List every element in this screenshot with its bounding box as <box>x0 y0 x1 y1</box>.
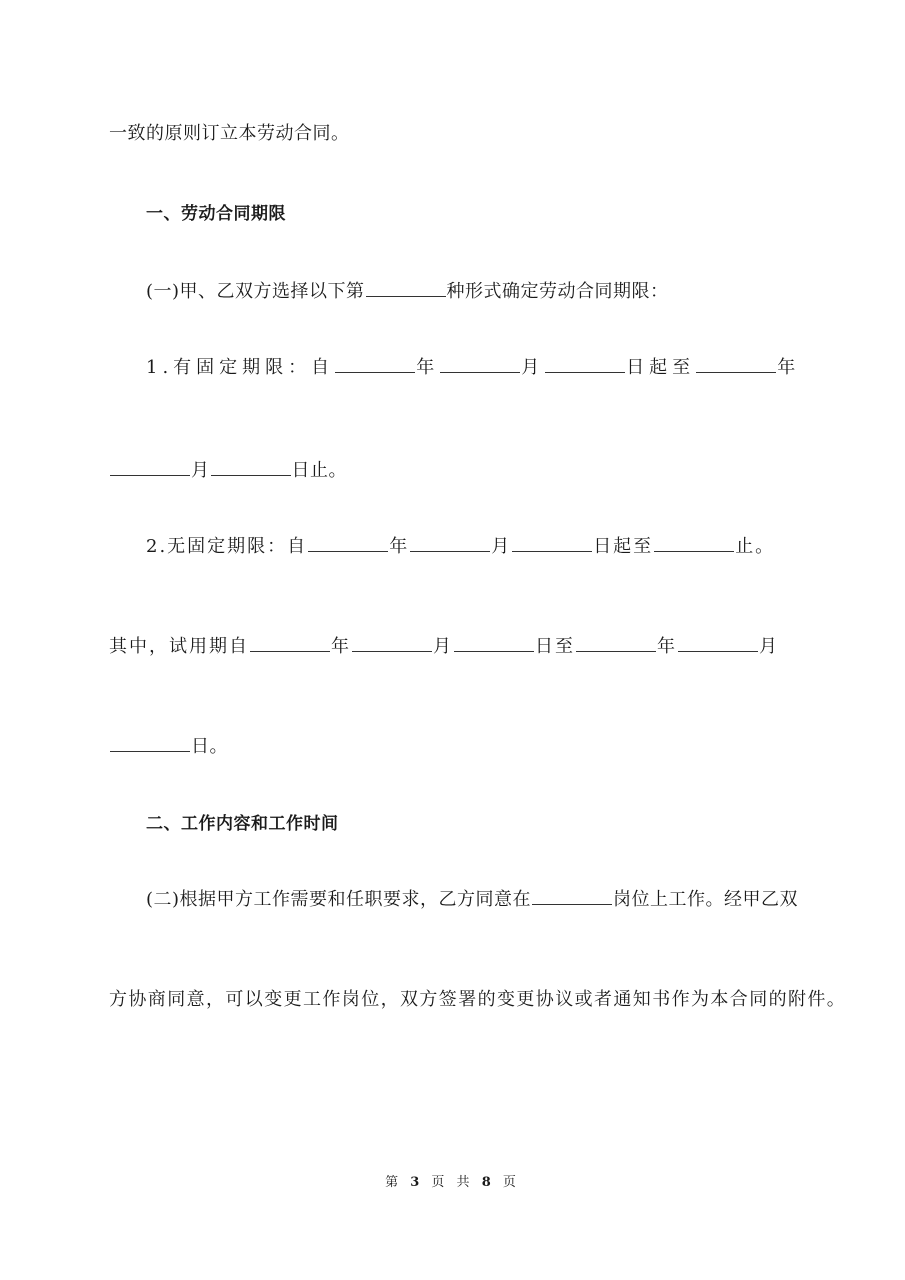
intro-text: 一致的原则订立本劳动合同。 <box>109 123 350 144</box>
clause2-prefix: (二)根据甲方工作需要和任职要求，乙方同意在 <box>146 889 532 910</box>
open-term-label: 2.无固定期限：自 <box>146 536 308 557</box>
open-end-blank[interactable] <box>654 533 734 552</box>
day-from-label: 日起至 <box>593 536 654 557</box>
section1-heading <box>146 202 286 226</box>
clause2-suffix: 岗位上工作。经甲乙双 <box>613 889 799 910</box>
form-choice-blank[interactable] <box>366 278 446 297</box>
probation-start-year-blank[interactable] <box>250 633 330 652</box>
day-end-label: 日。 <box>191 736 228 757</box>
year-label: 年 <box>389 536 410 557</box>
day-to-label: 日至 <box>535 636 575 657</box>
probation-end-year-blank[interactable] <box>576 633 656 652</box>
probation-label: 其中，试用期自 <box>109 636 249 657</box>
fixed-end-month-blank[interactable] <box>110 457 190 476</box>
year-label: 年 <box>657 636 677 657</box>
fixed-term-line <box>146 354 800 380</box>
page-footer <box>0 1171 905 1190</box>
page-suffix: 页 <box>502 1175 520 1190</box>
clause2-text: 方协商同意，可以变更工作岗位，双方签署的变更协议或者通知书作为本合同的附件。 <box>109 989 847 1010</box>
intro-line <box>109 122 350 146</box>
clause2-line <box>146 886 798 912</box>
probation-end-day-blank[interactable] <box>110 733 190 752</box>
day-end-label: 日止。 <box>291 460 347 481</box>
open-start-day-blank[interactable] <box>512 533 592 552</box>
fixed-start-year-blank[interactable] <box>335 354 415 373</box>
page-prefix: 第 <box>385 1175 403 1190</box>
total-page-number: 8 <box>481 1175 495 1190</box>
current-page-number: 3 <box>410 1175 424 1190</box>
fixed-end-year-blank[interactable] <box>696 354 776 373</box>
clause2-line2 <box>109 988 846 1012</box>
day-from-label: 日起至 <box>626 357 696 378</box>
section2-heading-text: 二、工作内容和工作时间 <box>146 814 339 834</box>
year-label: 年 <box>777 357 801 378</box>
month-label: 月 <box>759 636 779 657</box>
clause1-prefix: (一)甲、乙双方选择以下第 <box>146 281 365 302</box>
probation-end-month-blank[interactable] <box>678 633 758 652</box>
clause1-suffix: 种形式确定劳动合同期限： <box>446 281 669 302</box>
end-label: 止。 <box>735 536 776 557</box>
section2-heading <box>146 812 339 836</box>
year-label: 年 <box>416 357 440 378</box>
fixed-term-label: 1.有固定期限：自 <box>146 357 335 378</box>
probation-line2 <box>109 733 228 759</box>
month-label: 月 <box>491 536 512 557</box>
year-label: 年 <box>331 636 351 657</box>
page-mid-text: 页 共 <box>431 1175 474 1190</box>
probation-line <box>109 633 779 659</box>
fixed-start-day-blank[interactable] <box>545 354 625 373</box>
fixed-start-month-blank[interactable] <box>440 354 520 373</box>
fixed-term-line2 <box>109 457 347 483</box>
probation-start-month-blank[interactable] <box>352 633 432 652</box>
fixed-end-day-blank[interactable] <box>211 457 291 476</box>
clause1-line <box>146 278 669 304</box>
section1-heading-text: 一、劳动合同期限 <box>146 204 286 224</box>
open-start-year-blank[interactable] <box>308 533 388 552</box>
open-term-line <box>146 533 775 559</box>
open-start-month-blank[interactable] <box>410 533 490 552</box>
position-blank[interactable] <box>532 886 612 905</box>
month-label: 月 <box>433 636 453 657</box>
month-label: 月 <box>191 460 210 481</box>
probation-start-day-blank[interactable] <box>454 633 534 652</box>
month-label: 月 <box>521 357 545 378</box>
